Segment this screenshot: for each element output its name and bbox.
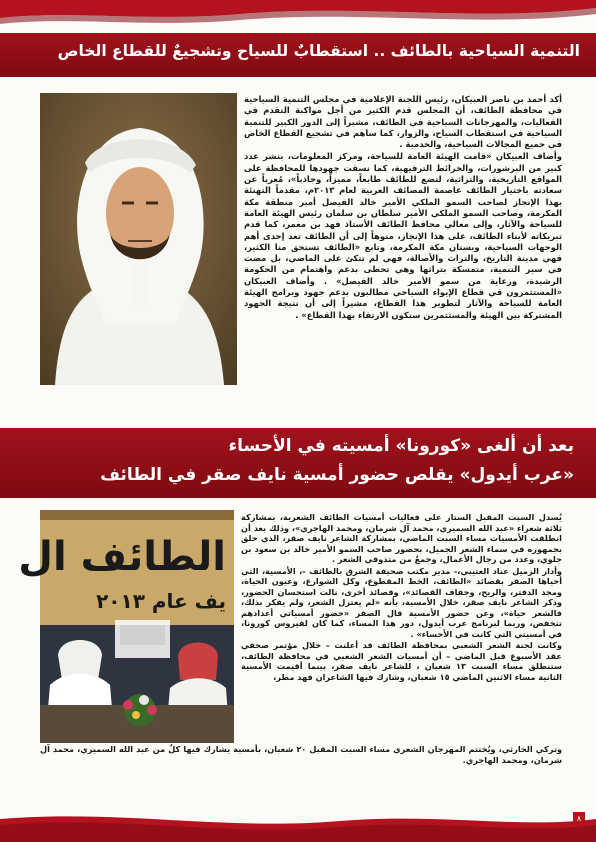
article2-headline-line2: «عرب أيدول» يقلص حضور أمسية نايف صقر في الطائف — [100, 465, 574, 485]
article1-headline: التنمية السياحية بالطائف .. استقطابٌ للسياح وتشجيعٌ للقطاع الخاص — [57, 42, 580, 60]
article1-body — [244, 94, 562, 322]
article2-paragraph: وأدار الزميل عناد العتيبي،- مدير مكتب صحيفة الشرق بالطائف -، الأمسية، التي أحياها الصقر بقصائد «الطائف، الخط المقطوع، وكل الشوارع، وعيون الحياة، ومجد الدفتر، والريح، وجفاف القصائد»، وقصائد أخرى، نالت استحسان الحضور، وذكر الشاعر نايف صقر، خلال الأمسية، بأنه «لم يعتزل الشعر، ولم يفكر بذلك، فالشعر حياة»، وعن حضور الأمسية قال الصقر «حضور أمسياتي أعدادهم تنخفض، وربما لبرنامج عرب أيدول، دور هذا المساء، كما كان لفيروس كورونا، في أمسيتي التي كانت في الأحساء» . — [241, 565, 562, 639]
article2-photo-event — [18, 510, 234, 743]
article2-body-wide — [40, 744, 562, 766]
article1-paragraph: وأضاف العبيكان «قامت الهيئة العامة للسياحة، ومركز المعلومات، بنشر عدد كبير من البرشورات، والخرائط الترفيهية، كما نسقت جهودها للمحافظة على المواقع التاريخية، والتراثية، لتضع للطائف طابعاً، مميزاً، وجاذباً»، مُعرباً عن سعادته باختيار الطائف عاصمة المصائف العربية لعام ٢٠١٣م، مقدماً التهنئة بهذا الإنجاز لصاحب السمو الملكي الأمير خالد الفيصل أمير منطقة مكة المكرمة، وصاحب السمو الملكي الأمير سلطان بن سلمان رئيس الهيئة العامة للسياحة والآثار، وإلى معالي محافظ الطائف الأستاذ فهد بن معمر، كما قدم تبريكاته لأبناء الطائف، على هذا الإنجاز، منوهاً إلى أن الطائف تعد إحدى أهم الوجهات السياحية، وبستان مكة المكرمة، وتابع «الطائف تستحق منا الكثير، فهي مدينة التاريخ، والتراث والأصالة، فهي لم تتكئ على الماضي، بل مضت في سير التنمية، متمسكة بتراثها وهي تحظى بدعم واهتمام من الحكومة الرشيدة، ورعاية من سمو الأمير خالد الفيصل» . وأضاف العبيكان «المستثمرون في قطاع الإيواء السياحي مطالبون بدعم جهود وبرامج الهيئة العامة للسياحة والآثار لتطوير هذا القطاع، مشيراً إلى أن نتيجة الجهود المشتركة بين الهيئة والمستثمرين ستكون الارتقاء بهذا القطاع» . — [244, 151, 562, 320]
photo-sign-subtext: يف عام ٢٠١٣ — [96, 589, 226, 613]
bottom-wave-decoration — [0, 805, 596, 842]
article2-paragraph-wide: وتركي الحارثي، ويُختتم المهرجان الشعري مساء السبت المقبل ٢٠ شعبان، بأمسية يشارك فيها كلٌ من عبد الله السميري، محمد آل شرمان، ومحمد الهاجري. — [40, 744, 562, 765]
article2-paragraph: يُسدل السبت المقبل الستار على فعاليات أمسيات الطائف الشعرية، بمشاركة ثلاثة شعراء «عبد الله السميري، محمد آل شرمان، ومحمد الهاجري»، وذلك بعد أن انطلقت الأمسيات مساء السبت الماضي، بمشاركة الشاعر نايف صقر، الذي حلق بجمهوره في سماء الشعر الجميل، بحضور صاحب السمو الأمير خالد بن سعود بن جلوي، وعدد من رجال الأعمال، وجمعٌ من متذوقي الشعر . — [241, 512, 562, 564]
article1-paragraph: أكد أحمد بن ناصر العبيكان، رئيس اللجنة الإعلامية في مجلس التنمية السياحية في محافظة الطائف، أن المجلس قدم الكثير من أجل مواكبة التقدم في الفعاليات، والمهرجانات السياحية في الطائف، مشيراً إلى الدور الكبير للتنمية السياحية في استقطاب السياح، والزوار، كما ساهم في تشجيع القطاع الخاص في جميع المجالات السياحية، والخدمية . — [244, 94, 562, 150]
page-number: ٨ — [573, 812, 585, 826]
article2-paragraph: وكانت لجنة الشعر الشعبي بمحافظة الطائف قد أعلنت – خلال مؤتمر صحفي عقد الأسبوع قبل الماضي – أن أمسيات الشعر الشعبي في محافظة الطائف، ستنطلق مساء السبت ١٣ شعبان ، للشاعر نايف صقر، بينما أقيمت الأمسية الثانية مساء الاثنين الماضي ١٥ شعبان، وشارك فيها الشاعران فهد مطر، — [241, 640, 562, 682]
article2-body — [241, 512, 562, 683]
photo-sign-text: الطائف ال — [18, 534, 226, 580]
top-wave-decoration — [0, 0, 596, 33]
event-illustration — [18, 510, 234, 743]
article1-photo-portrait — [40, 93, 237, 385]
portrait-illustration — [40, 93, 237, 385]
article1-headline-banner — [0, 33, 596, 77]
article2-headline-line1: بعد أن ألغى «كورونا» أمسيته في الأحساء — [228, 436, 574, 456]
article2-headline-banner — [0, 428, 596, 498]
